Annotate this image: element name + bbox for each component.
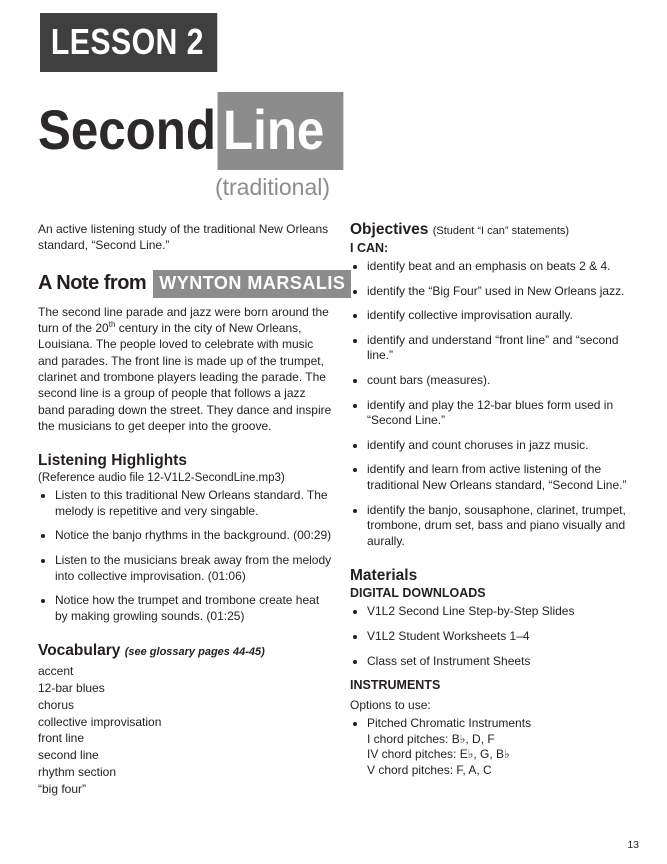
vocabulary-item: rhythm section (38, 765, 117, 780)
page-title (38, 92, 338, 170)
digital-download-item: • V1L2 Student Worksheets 1–4 (367, 629, 635, 645)
objective-item: • identify the “Big Four” used in New Orleans jazz. (367, 284, 635, 300)
digital-downloads-heading: DIGITAL DOWNLOADS (350, 586, 486, 601)
objective-item: • identify and understand “front line” and “second line.” (367, 333, 635, 364)
vocabulary-item: chorus (38, 697, 75, 712)
vocabulary-heading-label: Vocabulary (38, 642, 121, 660)
note-heading (38, 270, 346, 298)
objectives-heading (350, 221, 635, 239)
instruments-subline: IV chord pitches: E♭, G, B♭ (367, 747, 510, 762)
listening-item: • Notice the banjo rhythms in the background. (00:29) (55, 528, 334, 544)
digital-download-item: • V1L2 Second Line Step-by-Step Slides (367, 604, 635, 620)
instruments-item (367, 716, 635, 778)
digital-downloads-list (350, 604, 635, 669)
objective-item: • identify the banjo, sousaphone, clarinet, trumpet, trombone, drum set, bass and piano visually and aurally. (367, 503, 635, 550)
vocabulary-item: 12-bar blues (38, 681, 105, 696)
note-body (38, 304, 334, 435)
vocabulary-heading-note: (see glossary pages 44-45) (124, 646, 265, 659)
content-columns (38, 221, 635, 798)
intro-paragraph: An active listening study of the traditional New Orleans standard, “Second Line.” (38, 222, 329, 253)
vocabulary-item: front line (38, 731, 85, 746)
listening-item: • Listen to this traditional New Orleans standard. The melody is repetitive and very singable. (55, 488, 334, 519)
listening-list (38, 488, 334, 624)
vocabulary-list (38, 663, 334, 797)
right-column (350, 221, 635, 798)
listening-reference: (Reference audio file 12-V1L2-SecondLine.mp3) (38, 472, 285, 485)
materials-heading: Materials (350, 567, 418, 585)
left-column (38, 221, 346, 798)
note-body-before: The second line parade and jazz were born around the turn of the 20 (38, 304, 329, 335)
note-heading-name: WYNTON MARSALIS (153, 270, 351, 298)
objectives-subheading: I CAN: (350, 241, 389, 255)
instruments-subline: I chord pitches: B♭, D, F (367, 731, 495, 746)
objectives-heading-note: (Student “I can” statements) (432, 225, 570, 237)
objective-item: • count bars (measures). (367, 373, 635, 389)
note-heading-prefix: A Note from (38, 272, 147, 295)
objectives-list (350, 259, 635, 549)
digital-download-item: • Class set of Instrument Sheets (367, 654, 635, 670)
instruments-subline: V chord pitches: F, A, C (367, 762, 492, 777)
vocabulary-heading (38, 642, 334, 660)
objective-item: • identify and count choruses in jazz music. (367, 438, 635, 454)
objectives-heading-label: Objectives (350, 221, 429, 238)
instruments-list (350, 716, 635, 778)
vocabulary-item: “big four” (38, 781, 87, 796)
listening-item: • Listen to the musicians break away from the melody into collective improvisation. (01:06) (55, 553, 334, 584)
objective-item: • identify beat and an emphasis on beats 2 & 4. (367, 259, 635, 275)
instruments-item-lead: • Pitched Chromatic Instruments (367, 716, 532, 731)
page-title-boxed: Line (218, 92, 344, 170)
objective-item: • identify and learn from active listening of the traditional New Orleans standard, “Second Line.” (367, 462, 635, 493)
objective-item: • identify collective improvisation aurally. (367, 308, 635, 324)
listening-heading: Listening Highlights (38, 452, 187, 470)
lesson-badge-label: LESSON 2 (50, 21, 204, 62)
vocabulary-item: second line (38, 748, 99, 763)
vocabulary-item: collective improvisation (38, 714, 162, 729)
instruments-heading: INSTRUMENTS (350, 678, 441, 693)
objective-item: • identify and play the 12-bar blues form used in “Second Line.” (367, 398, 635, 429)
lesson-badge (40, 13, 217, 72)
page-subtitle: (traditional) (214, 174, 330, 200)
page-title-black: Second (38, 98, 216, 161)
listening-item: • Notice how the trumpet and trombone create heat by making growling sounds. (01:25) (55, 593, 334, 624)
vocabulary-item: accent (38, 664, 74, 679)
note-body-sup: th (108, 319, 116, 329)
note-body-after: century in the city of New Orleans, Louisiana. The people loved to celebrate with music and parades. The front line is made up of the trumpet, clarinet and trombone players leading the parade. The second line is a group of people that follows a jazz band parading down the street. They dance and inspire the musicians to get deeper into the groove. (38, 320, 332, 433)
page-number: 13 (627, 839, 639, 851)
instruments-options-label: Options to use: (350, 698, 431, 713)
